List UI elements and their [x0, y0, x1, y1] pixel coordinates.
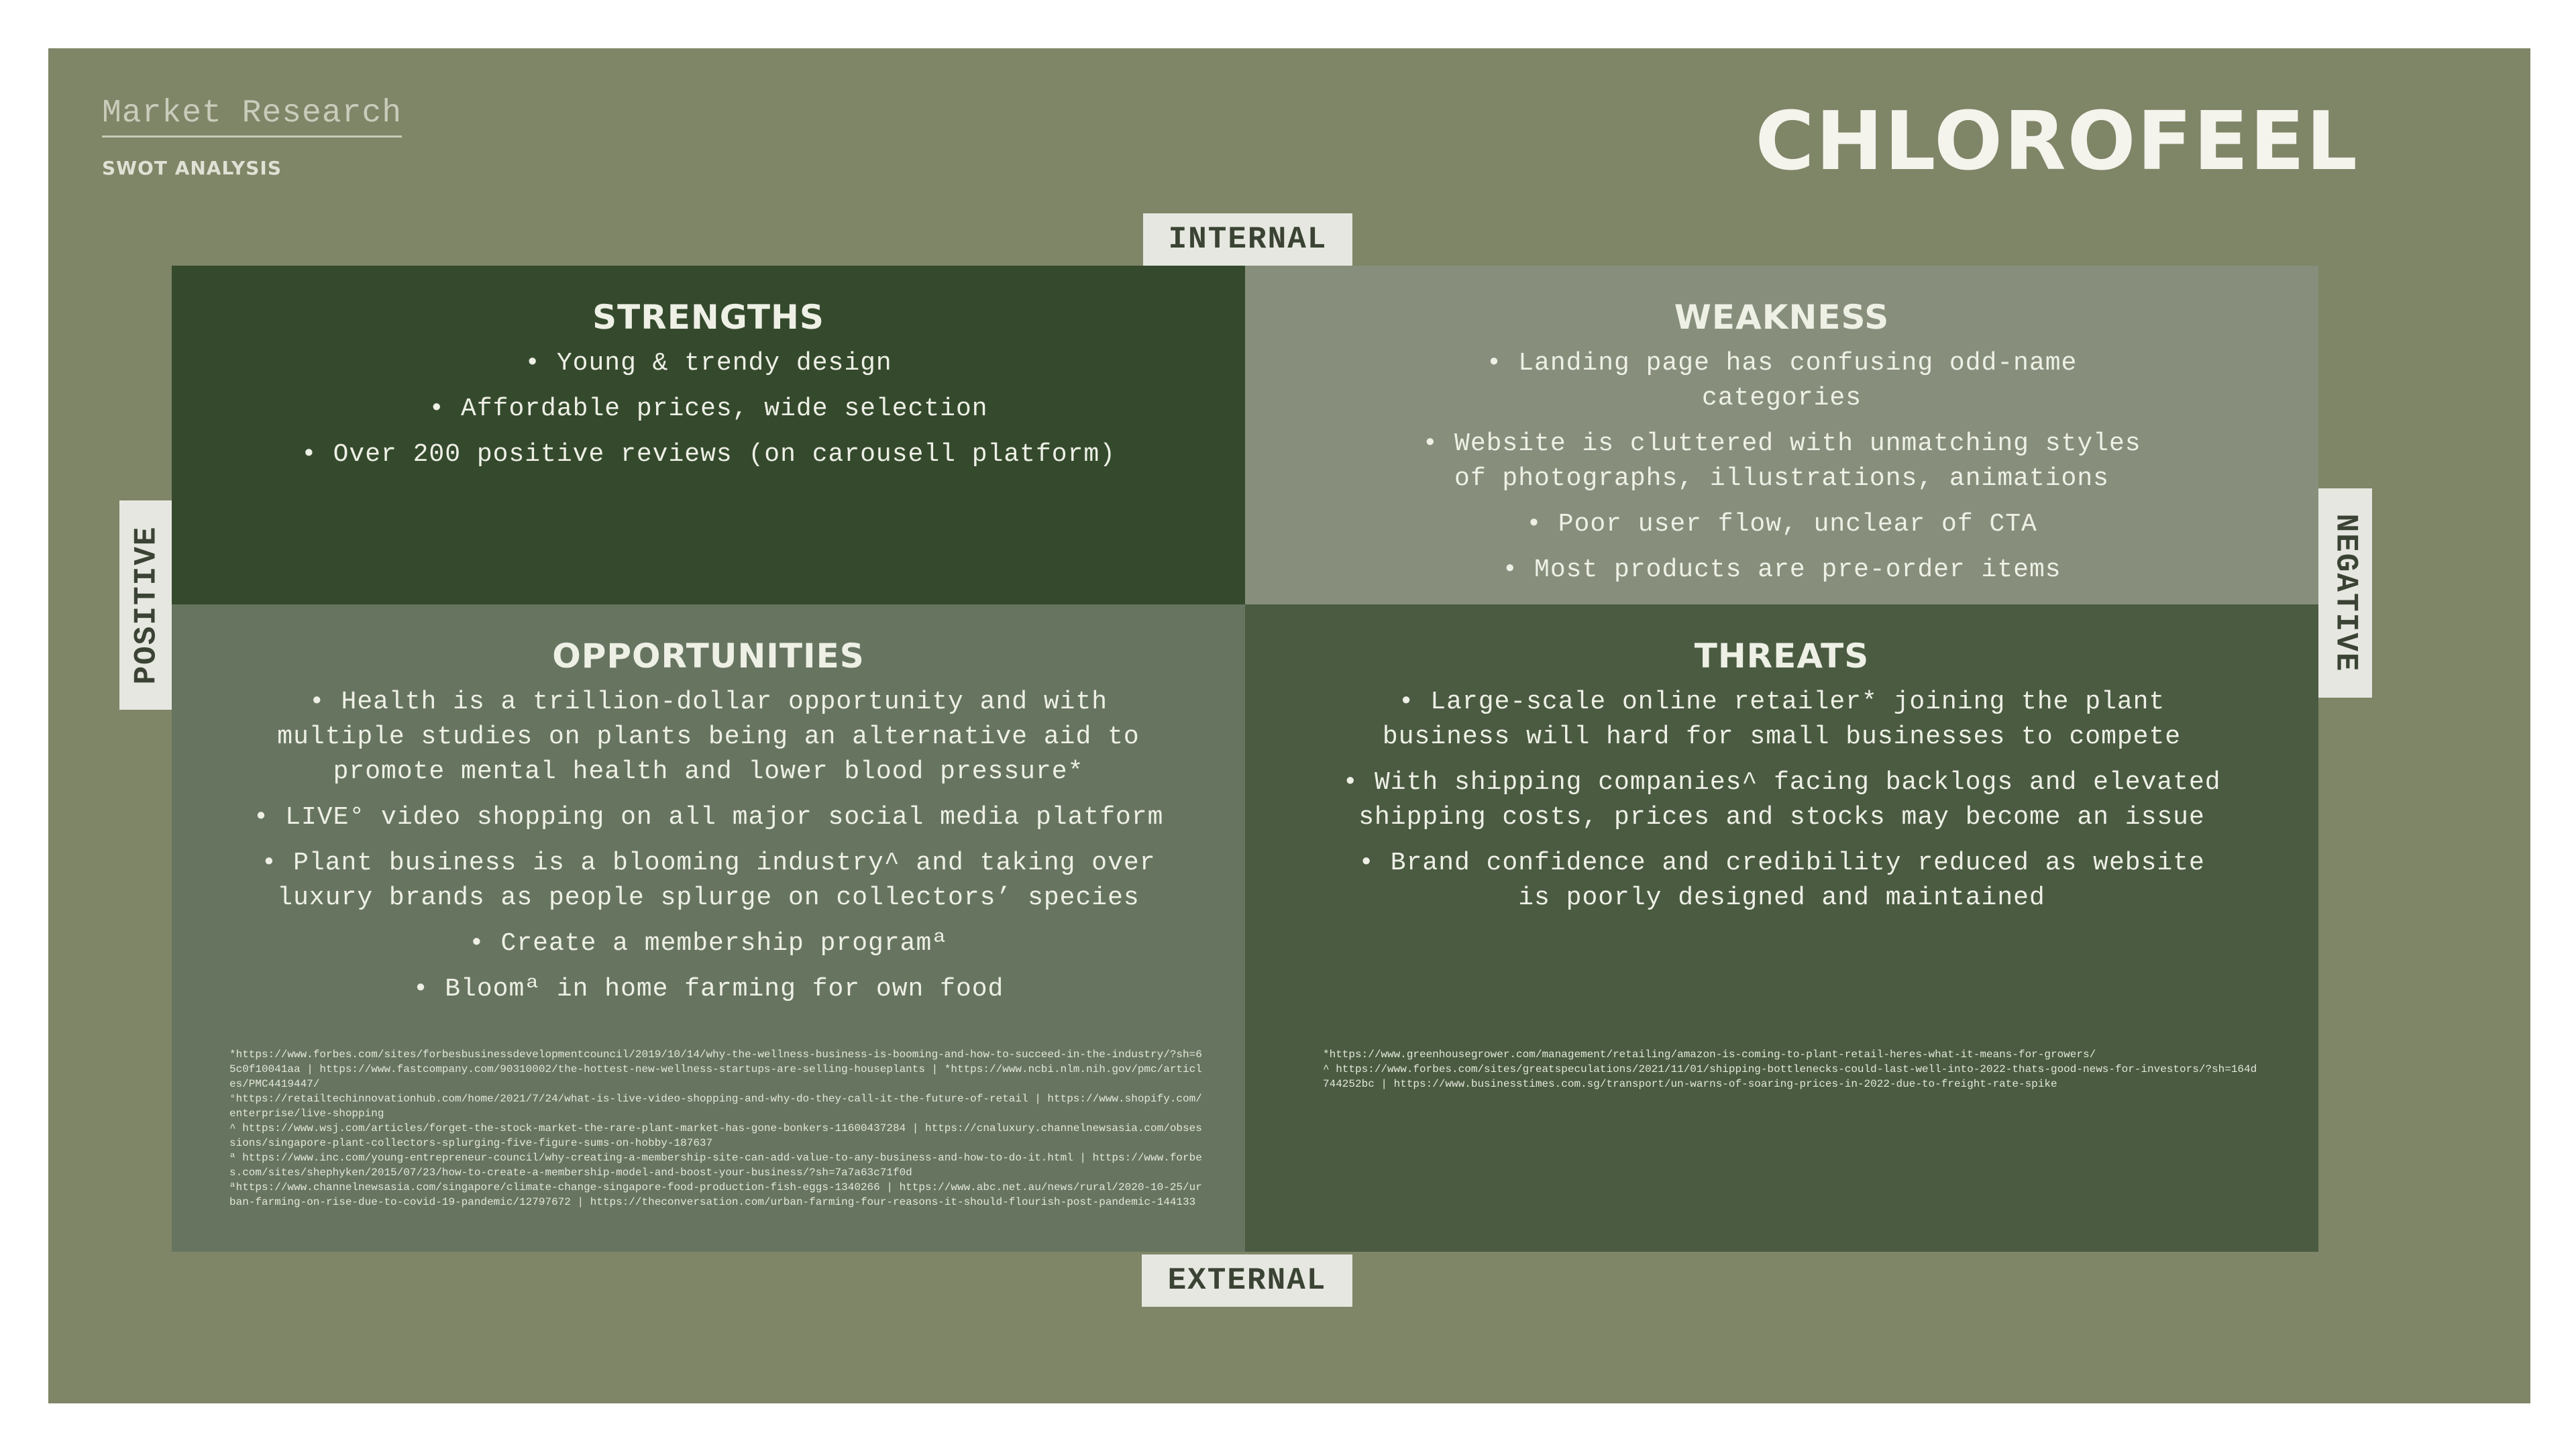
list-item: • Most products are pre-order items: [1502, 555, 2061, 584]
threats-quadrant: [1245, 604, 2318, 1252]
strengths-title: STRENGTHS: [592, 298, 824, 337]
list-item: • Poor user flow, unclear of CTA: [1526, 510, 2037, 539]
opportunities-references: *https://www.forbes.com/sites/forbesbusinessdevelopmentcouncil/2019/10/14/why-the-wellness-business-is-booming-and-how-to-succeed-in-the-industry/?sh=65c0f10041aa | https://www.fastcompany.com/90310002/the-hottest-new-wellness-startups-are-selling-houseplants | *https://www.ncbi.nlm.nih.gov/pmc/articles/PMC4419447/ °https://retailtechinnovationhub.com/home/2021/7/24/what-is-live-video-shopping-and-why-do-they-call-it-the-future-of-retail | https://www.shopify.com/enterprise/live-shopping ^ https://www.wsj.com/articles/forget-the-stock-market-the-rare-plant-market-has-gone-bonkers-11600437284 | https://cnaluxury.channelnewsasia.com/obsessions/singapore-plant-collectors-splurging-five-figure-sums-on-hobby-187637 ª https://www.inc.com/young-entrepreneur-council/why-creating-a-membership-site-can-add-value-to-any-business-and-how-to-do-it.html | https://www.forbes.com/sites/shephyken/2015/07/23/how-to-create-a-membership-model-and-boost-your-business/?sh=7a7a63c71f0d ªhttps://www.channelnewsasia.com/singapore/climate-change-singapore-food-production-fish-eggs-1340266 | https://www.abc.net.au/news/rural/2020-10-25/urban-farming-on-rise-due-to-covid-19-pandemic/12797672 | https://theconversation.com/urban-farming-four-reasons-it-should-flourish-post-pandemic-144133: [229, 1049, 1202, 1208]
list-item: • Landing page has confusing odd-name categories: [1486, 349, 2078, 413]
axis-label-internal-text: INTERNAL: [1168, 222, 1328, 257]
axis-label-negative-text: NEGATIVE: [2328, 513, 2363, 673]
list-item: • Large-scale online retailer* joining the plant business will hard for small businesses to compete: [1382, 688, 2182, 751]
opportunities-title: OPPORTUNITIES: [552, 637, 865, 676]
opportunities-list: [172, 685, 1245, 1007]
axis-label-negative: [2318, 488, 2372, 698]
threats-references: *https://www.greenhousegrower.com/management/retailing/amazon-is-coming-to-plant-retail-heres-what-it-means-for-growers/ ^ https://www.forbes.com/sites/greatspeculations/2021/11/01/shipping-bottlenecks-could-last-well-into-2022-thats-good-news-for-investors/?sh=164d744252bc | https://www.businesstimes.com.sg/transport/un-warns-of-soaring-prices-in-2022-due-to-freight-rate-spike: [1323, 1049, 2257, 1090]
page-subtitle: SWOT ANALYSIS: [102, 157, 282, 179]
axis-label-positive: [119, 500, 173, 710]
brand-title: CHLOROFEEL: [1755, 95, 2359, 189]
list-item: • Over 200 positive reviews (on carousell platform): [301, 440, 1116, 469]
weakness-title: WEAKNESS: [1674, 298, 1890, 337]
threats-title: THREATS: [1694, 637, 1870, 676]
axis-label-positive-text: POSITIVE: [129, 525, 164, 685]
section-kicker: Market Research: [102, 95, 402, 138]
strengths-quadrant: [172, 266, 1245, 604]
list-item: • With shipping companies^ facing backlogs and elevated shipping costs, prices and stocks may become an issue: [1342, 768, 2221, 832]
list-item: • LIVE° video shopping on all major social media platform: [253, 803, 1164, 832]
list-item: • Create a membership programª: [468, 929, 949, 958]
list-item: • Brand confidence and credibility reduced as website is poorly designed and maintained: [1358, 849, 2205, 912]
weakness-quadrant: [1245, 266, 2318, 604]
threats-list: [1245, 685, 2318, 916]
opportunities-quadrant: [172, 604, 1245, 1252]
list-item: • Website is cluttered with unmatching styles of photographs, illustrations, animations: [1422, 429, 2141, 493]
strengths-list: [172, 346, 1245, 472]
list-item: • Plant business is a blooming industry^ and taking over luxury brands as people splurge on collectors’ species: [261, 849, 1156, 912]
list-item: • Young & trendy design: [525, 349, 892, 378]
swot-grid: [172, 266, 2318, 1252]
weakness-list: [1245, 346, 2318, 588]
list-item: • Affordable prices, wide selection: [429, 394, 988, 423]
axis-label-external: [1142, 1254, 1352, 1307]
list-item: • Bloomª in home farming for own food: [413, 975, 1004, 1004]
axis-label-external-text: EXTERNAL: [1167, 1263, 1327, 1298]
axis-label-internal: [1143, 213, 1352, 266]
list-item: • Health is a trillion-dollar opportunity and with multiple studies on plants being an alternative aid to promote mental health and lower blood pressure*: [277, 688, 1140, 786]
